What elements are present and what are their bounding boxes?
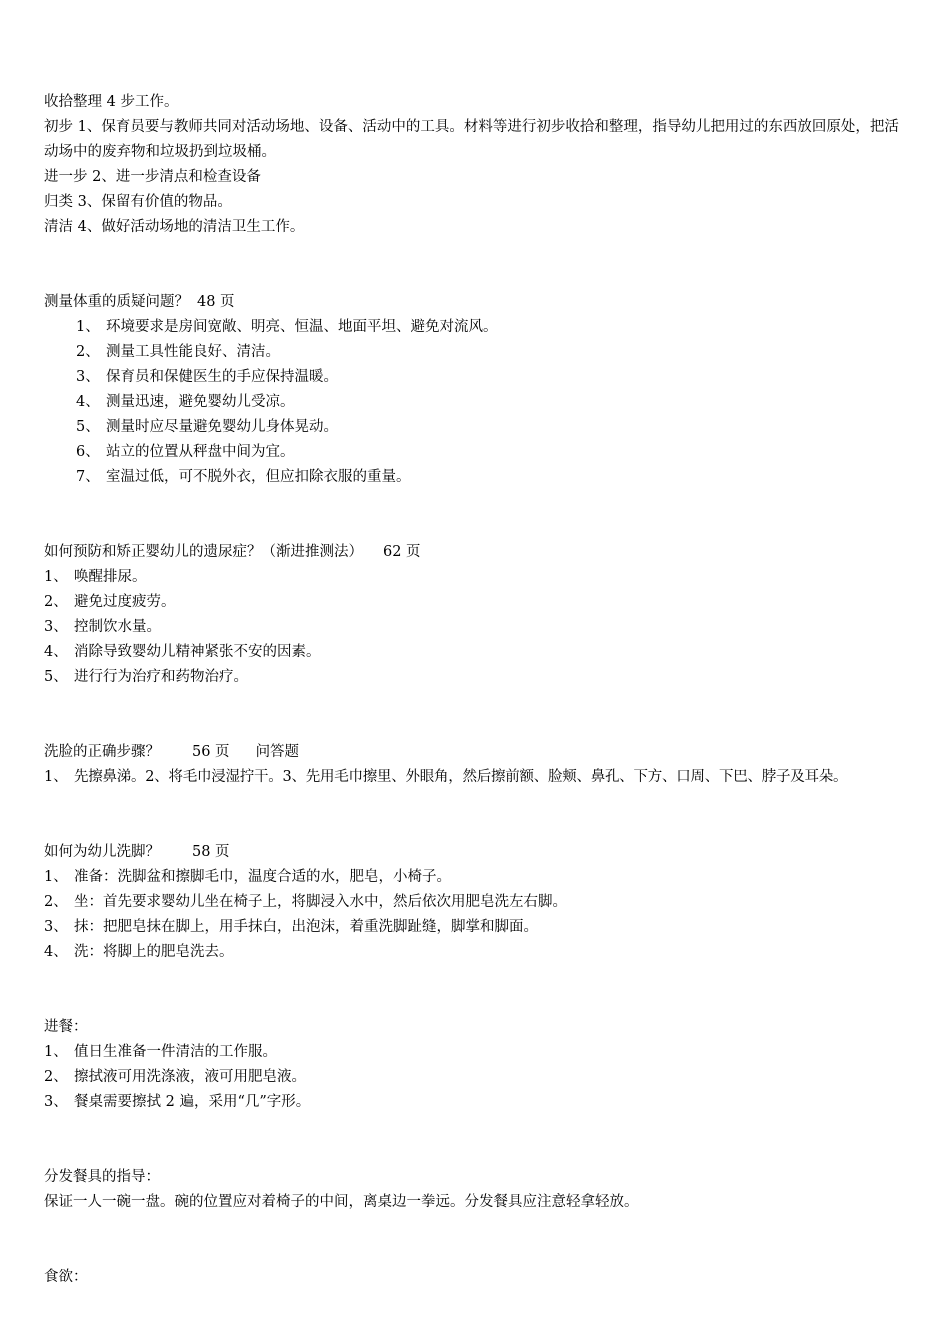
meal-item xyxy=(44,1040,914,1065)
item-number: 5、 xyxy=(76,419,100,435)
item-text: 控制饮水量。 xyxy=(74,619,161,635)
item-text: 擦拭液可用洗涤液，液可用肥皂液。 xyxy=(74,1069,306,1085)
appetite-title: 食欲： xyxy=(44,1269,88,1285)
weigh-heading xyxy=(44,290,914,315)
item-number: 1、 xyxy=(44,569,68,585)
cleanup-line-4: 清洁 4、做好活动场地的清洁卫生工作。 xyxy=(44,219,305,235)
enuresis-item xyxy=(44,640,914,665)
enuresis-item xyxy=(44,565,914,590)
item-text: 站立的位置从秤盘中间为宜。 xyxy=(106,444,295,460)
item-number: 7、 xyxy=(76,469,100,485)
item-text: 唤醒排尿。 xyxy=(74,569,147,585)
cleanup-line-3: 归类 3、保留有价值的物品。 xyxy=(44,194,232,210)
item-text: 保育员和保健医生的手应保持温暖。 xyxy=(106,369,338,385)
enuresis-page-ref: 62 页 xyxy=(383,544,421,560)
foot-wash-item xyxy=(44,915,914,940)
enuresis-item xyxy=(44,615,914,640)
item-text: 室温过低，可不脱外衣，但应扣除衣服的重量。 xyxy=(106,469,411,485)
item-text: 测量迅速，避免婴幼儿受凉。 xyxy=(106,394,295,410)
item-text: 先擦鼻涕。2、将毛巾浸湿拧干。3、先用毛巾擦里、外眼角，然后擦前额、脸颊、鼻孔、下方、口周、下巴、脖子及耳朵。 xyxy=(74,769,848,785)
item-text: 测量时应尽量避免婴幼儿身体晃动。 xyxy=(106,419,338,435)
item-text: 避免过度疲劳。 xyxy=(74,594,176,610)
item-text: 餐桌需要擦拭 2 遍，采用“几”字形。 xyxy=(74,1094,311,1110)
item-text: 抹：把肥皂抹在脚上，用手抹白，出泡沫，着重洗脚趾缝，脚掌和脚面。 xyxy=(74,919,538,935)
enuresis-title: 如何预防和矫正婴幼儿的遗尿症？（渐进推测法） xyxy=(44,544,363,560)
weigh-item xyxy=(44,415,914,440)
meal-item xyxy=(44,1065,914,1090)
item-number: 5、 xyxy=(44,669,68,685)
meal-title: 进餐： xyxy=(44,1019,88,1035)
cleanup-title: 收拾整理 4 步工作。 xyxy=(44,94,179,110)
item-text: 测量工具性能良好、清洁。 xyxy=(106,344,280,360)
face-wash-heading xyxy=(44,740,914,765)
foot-wash-item xyxy=(44,865,914,890)
item-number: 3、 xyxy=(44,619,68,635)
foot-wash-item xyxy=(44,940,914,965)
weigh-item xyxy=(44,340,914,365)
face-wash-page-ref: 56 页 xyxy=(192,744,230,760)
item-number: 1、 xyxy=(76,319,100,335)
item-text: 洗：将脚上的肥皂洗去。 xyxy=(74,944,234,960)
item-number: 4、 xyxy=(44,944,68,960)
item-text: 进行行为治疗和药物治疗。 xyxy=(74,669,248,685)
enuresis-item xyxy=(44,590,914,615)
item-number: 4、 xyxy=(44,644,68,660)
weigh-item xyxy=(44,440,914,465)
item-text: 坐：首先要求婴幼儿坐在椅子上，将脚浸入水中，然后依次用肥皂洗左右脚。 xyxy=(74,894,567,910)
foot-wash-title: 如何为幼儿洗脚？ xyxy=(44,844,160,860)
face-wash-title: 洗脸的正确步骤？ xyxy=(44,744,160,760)
tableware-title: 分发餐具的指导： xyxy=(44,1169,160,1185)
item-number: 2、 xyxy=(76,344,100,360)
enuresis-item xyxy=(44,665,914,690)
weigh-item xyxy=(44,315,914,340)
item-text: 环境要求是房间宽敞、明亮、恒温、地面平坦、避免对流风。 xyxy=(106,319,498,335)
item-number: 6、 xyxy=(76,444,100,460)
foot-wash-page-ref: 58 页 xyxy=(192,844,230,860)
weigh-page-ref: 48 页 xyxy=(197,294,235,310)
item-number: 1、 xyxy=(44,769,68,785)
weigh-item xyxy=(44,465,914,490)
item-number: 3、 xyxy=(44,919,68,935)
item-text: 准备：洗脚盆和擦脚毛巾，温度合适的水，肥皂，小椅子。 xyxy=(74,869,451,885)
face-wash-tag: 问答题 xyxy=(255,744,300,760)
enuresis-heading xyxy=(44,540,914,565)
tableware-text: 保证一人一碗一盘。碗的位置应对着椅子的中间，离桌边一拳远。分发餐具应注意轻拿轻放。 xyxy=(44,1194,639,1210)
item-number: 2、 xyxy=(44,894,68,910)
item-number: 2、 xyxy=(44,594,68,610)
foot-wash-item xyxy=(44,890,914,915)
weigh-title: 测量体重的质疑问题？ xyxy=(44,294,189,310)
item-number: 4、 xyxy=(76,394,100,410)
item-text: 值日生准备一件清洁的工作服。 xyxy=(74,1044,277,1060)
item-text: 消除导致婴幼儿精神紧张不安的因素。 xyxy=(74,644,321,660)
cleanup-line-2: 进一步 2、进一步清点和检查设备 xyxy=(44,169,261,185)
weigh-item xyxy=(44,365,914,390)
item-number: 3、 xyxy=(76,369,100,385)
document-page xyxy=(44,90,914,1290)
weigh-item xyxy=(44,390,914,415)
cleanup-line-1: 初步 1、保育员要与教师共同对活动场地、设备、活动中的工具。材料等进行初步收拾和整理，指导幼儿把用过的东西放回原处，把活动场中的废弃物和垃圾扔到垃圾桶。 xyxy=(44,119,899,160)
item-number: 1、 xyxy=(44,1044,68,1060)
foot-wash-heading xyxy=(44,840,914,865)
item-number: 1、 xyxy=(44,869,68,885)
item-number: 3、 xyxy=(44,1094,68,1110)
item-number: 2、 xyxy=(44,1069,68,1085)
meal-item xyxy=(44,1090,914,1115)
face-wash-item xyxy=(44,765,914,790)
